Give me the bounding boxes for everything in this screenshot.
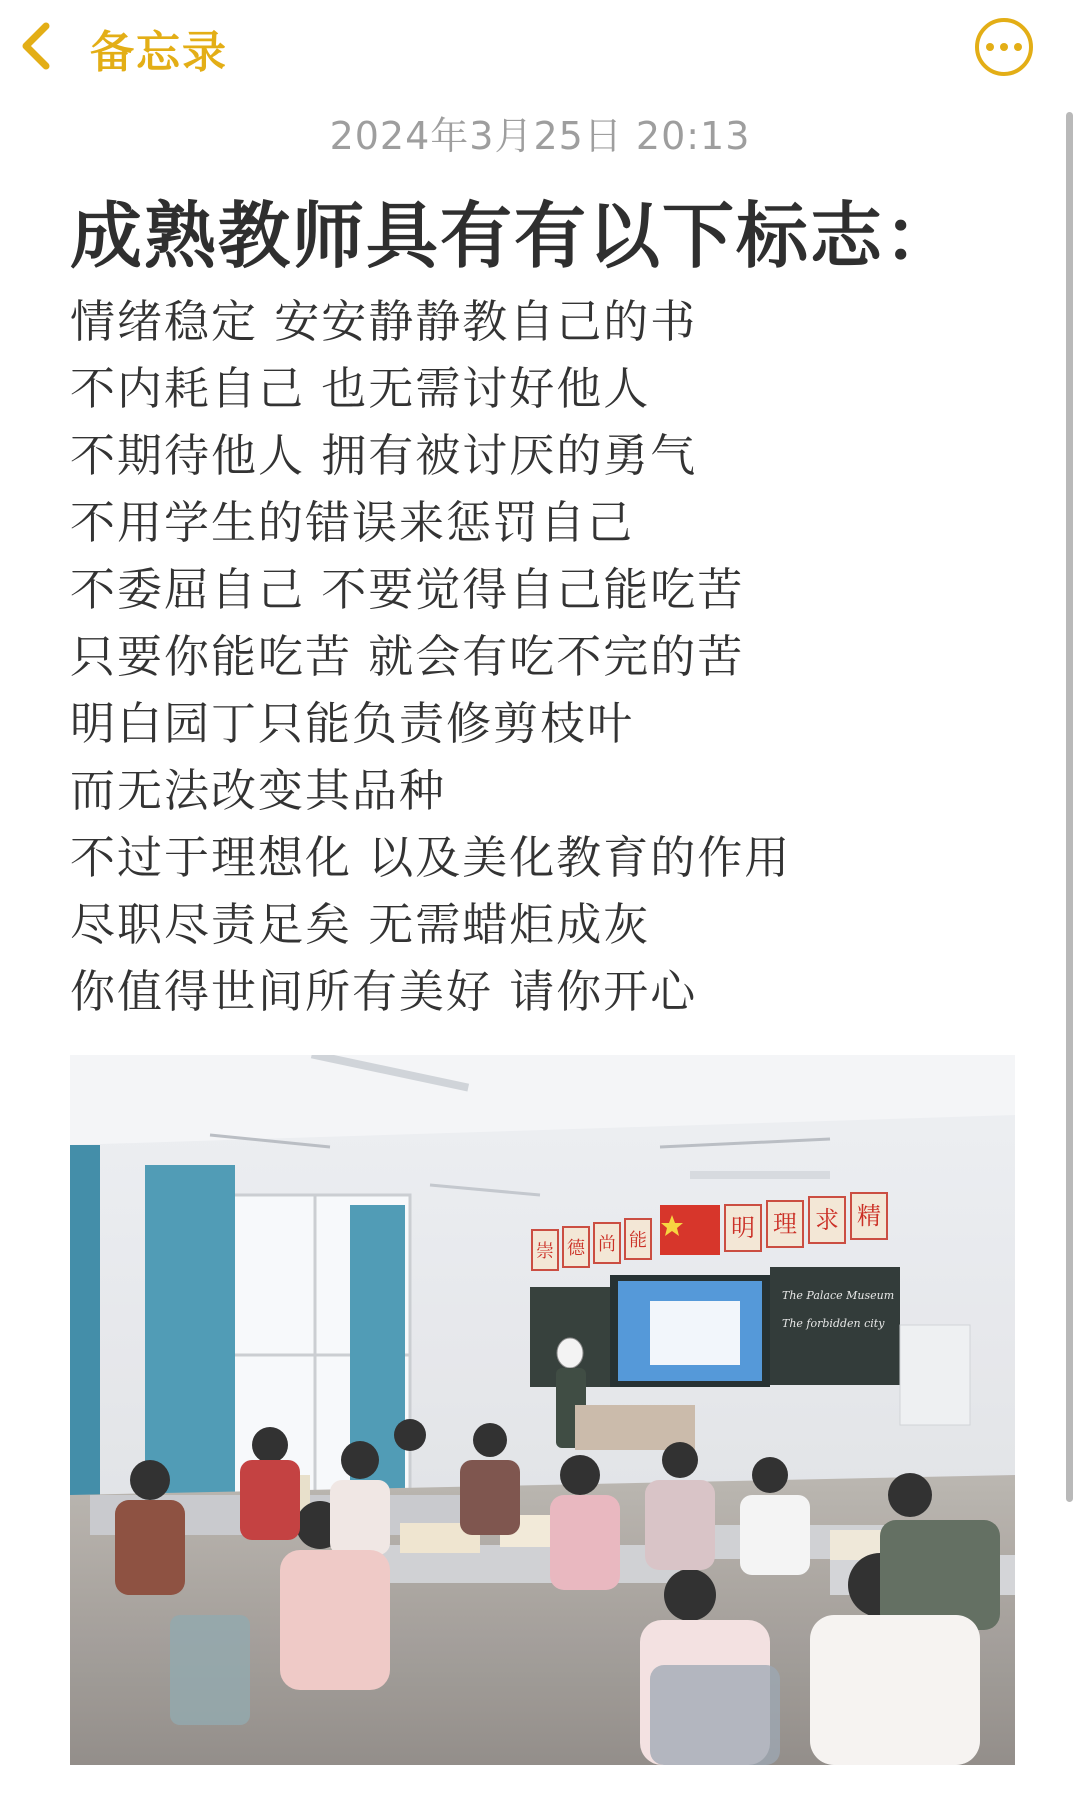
- more-options-button[interactable]: [975, 18, 1033, 76]
- banner-char: 尚: [598, 1234, 616, 1255]
- note-title[interactable]: 成熟教师具有有以下标志：: [70, 194, 959, 278]
- board-writing: The forbidden city: [782, 1317, 885, 1330]
- dot: [986, 43, 994, 51]
- classroom-photo[interactable]: [70, 1055, 1015, 1765]
- note-line: 尽职尽责足矣 无需蜡炬成灰: [70, 898, 651, 951]
- board-writing: The Palace Museum: [782, 1289, 895, 1302]
- banner-char: 精: [857, 1202, 881, 1230]
- dot: [1014, 43, 1022, 51]
- back-button[interactable]: [20, 18, 228, 78]
- banner-char: 崇: [536, 1241, 554, 1262]
- note-line: 不用学生的错误来惩罚自己: [70, 496, 635, 549]
- note-line: 而无法改变其品种: [70, 764, 447, 817]
- dot: [1000, 43, 1008, 51]
- note-line: 不期待他人 拥有被讨厌的勇气: [70, 429, 698, 482]
- banner-char: 能: [629, 1230, 647, 1251]
- note-line: 不内耗自己 也无需讨好他人: [70, 362, 651, 415]
- note-line: 不委屈自己 不要觉得自己能吃苦: [70, 563, 745, 616]
- scrollbar[interactable]: [1066, 112, 1073, 1502]
- note-line: 情绪稳定 安安静静教自己的书: [70, 295, 698, 348]
- chevron-left-icon: [20, 21, 54, 75]
- note-body[interactable]: [70, 288, 791, 1025]
- back-label: 备忘录: [90, 27, 228, 78]
- note-line: 你值得世间所有美好 请你开心: [70, 965, 698, 1018]
- note-line: 只要你能吃苦 就会有吃不完的苦: [70, 630, 745, 683]
- classroom-illustration: [70, 1055, 1015, 1765]
- note-timestamp: 2024年3月25日 20:13: [329, 114, 751, 158]
- note-line: 明白园丁只能负责修剪枝叶: [70, 697, 635, 750]
- top-nav-bar: [0, 0, 1080, 100]
- note-line: 不过于理想化 以及美化教育的作用: [70, 831, 792, 884]
- banner-char: 德: [567, 1238, 585, 1259]
- banner-char: 明: [731, 1214, 755, 1242]
- banner-char: 求: [815, 1206, 839, 1234]
- banner-char: 理: [773, 1210, 797, 1238]
